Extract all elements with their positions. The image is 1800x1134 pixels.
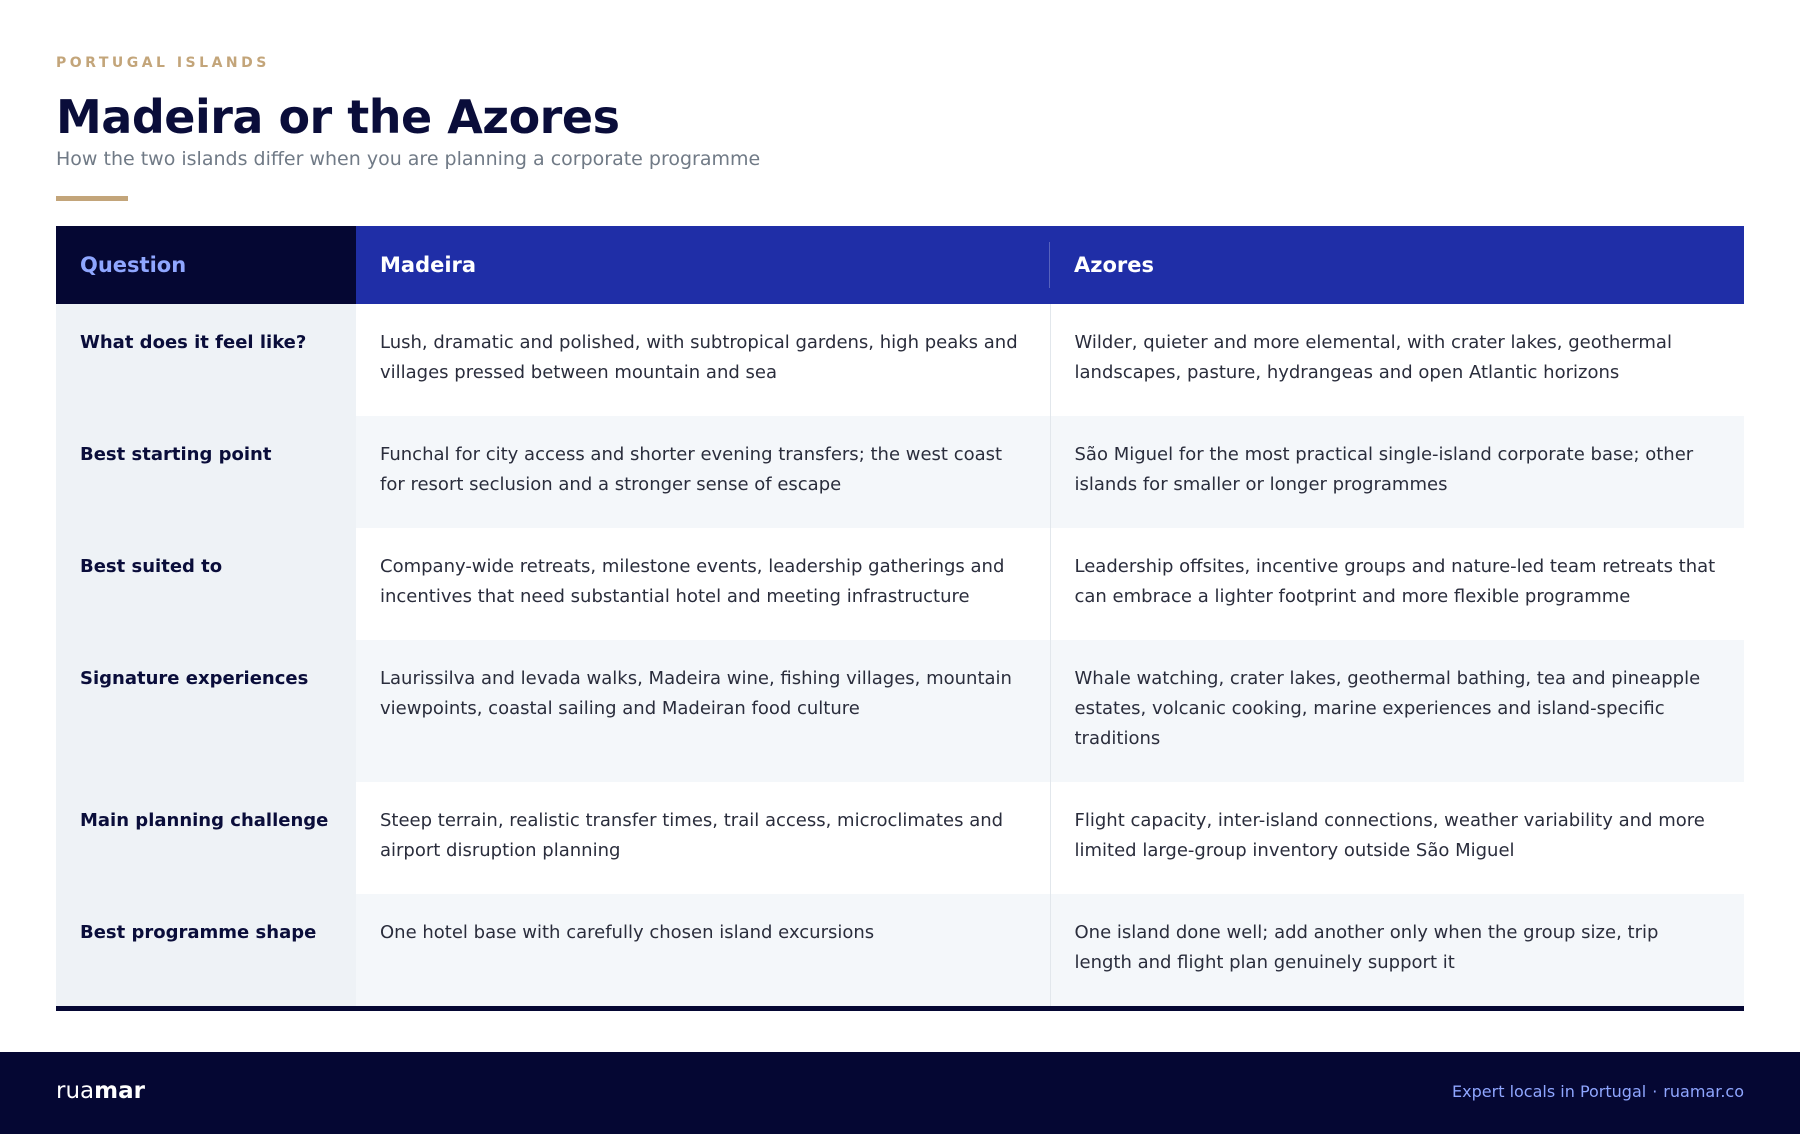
comparison-table [56,226,1744,1006]
logo-text-light: rua [56,1078,95,1104]
row-question: Best starting point [56,416,356,528]
row-azores-cell: Wilder, quieter and more elemental, with crater lakes, geothermal landscapes, pasture, hydrangeas and open Atlantic horizons [1050,304,1744,416]
table-row [56,640,1744,782]
row-question: Best programme shape [56,894,356,1006]
row-azores-cell: One island done well; add another only when the group size, trip length and flight plan genuinely support it [1050,894,1744,1006]
comparison-table-wrapper [56,226,1744,1011]
row-madeira-cell: Lush, dramatic and polished, with subtropical gardens, high peaks and villages pressed between mountain and sea [356,304,1050,416]
row-madeira-cell: Company-wide retreats, milestone events, leadership gatherings and incentives that need substantial hotel and meeting infrastructure [356,528,1050,640]
page-footer [0,1052,1800,1134]
column-header-madeira: Madeira [356,226,1050,304]
column-header-azores: Azores [1050,226,1744,304]
row-madeira-cell: Funchal for city access and shorter evening transfers; the west coast for resort seclusion and a stronger sense of escape [356,416,1050,528]
footer-separator: · [1652,1082,1658,1101]
brand-logo[interactable] [56,1078,145,1104]
accent-rule [56,196,128,201]
table-row [56,782,1744,894]
logo-text-bold: mar [94,1078,145,1104]
table-row [56,416,1744,528]
row-azores-cell: Leadership offsites, incentive groups and nature-led team retreats that can embrace a lighter footprint and more flexible programme [1050,528,1744,640]
row-madeira-cell: One hotel base with carefully chosen island excursions [356,894,1050,1006]
page-subtitle: How the two islands differ when you are planning a corporate programme [56,148,761,170]
footer-tagline-group [1452,1082,1744,1101]
row-azores-cell: São Miguel for the most practical single-island corporate base; other islands for smaller or longer programmes [1050,416,1744,528]
footer-tagline: Expert locals in Portugal [1452,1082,1647,1101]
eyebrow-label: PORTUGAL ISLANDS [56,55,270,71]
row-madeira-cell: Steep terrain, realistic transfer times, trail access, microclimates and airport disruption planning [356,782,1050,894]
table-header-row [56,226,1744,304]
footer-website-link[interactable]: ruamar.co [1663,1082,1744,1101]
table-row [56,528,1744,640]
row-question: Best suited to [56,528,356,640]
row-question: What does it feel like? [56,304,356,416]
row-question: Main planning challenge [56,782,356,894]
row-question: Signature experiences [56,640,356,782]
page-title: Madeira or the Azores [56,90,620,144]
column-header-question: Question [56,226,356,304]
table-row [56,304,1744,416]
row-madeira-cell: Laurissilva and levada walks, Madeira wine, fishing villages, mountain viewpoints, coastal sailing and Madeiran food culture [356,640,1050,782]
row-azores-cell: Flight capacity, inter-island connections, weather variability and more limited large-group inventory outside São Miguel [1050,782,1744,894]
table-row [56,894,1744,1006]
row-azores-cell: Whale watching, crater lakes, geothermal bathing, tea and pineapple estates, volcanic cooking, marine experiences and island-specific traditions [1050,640,1744,782]
